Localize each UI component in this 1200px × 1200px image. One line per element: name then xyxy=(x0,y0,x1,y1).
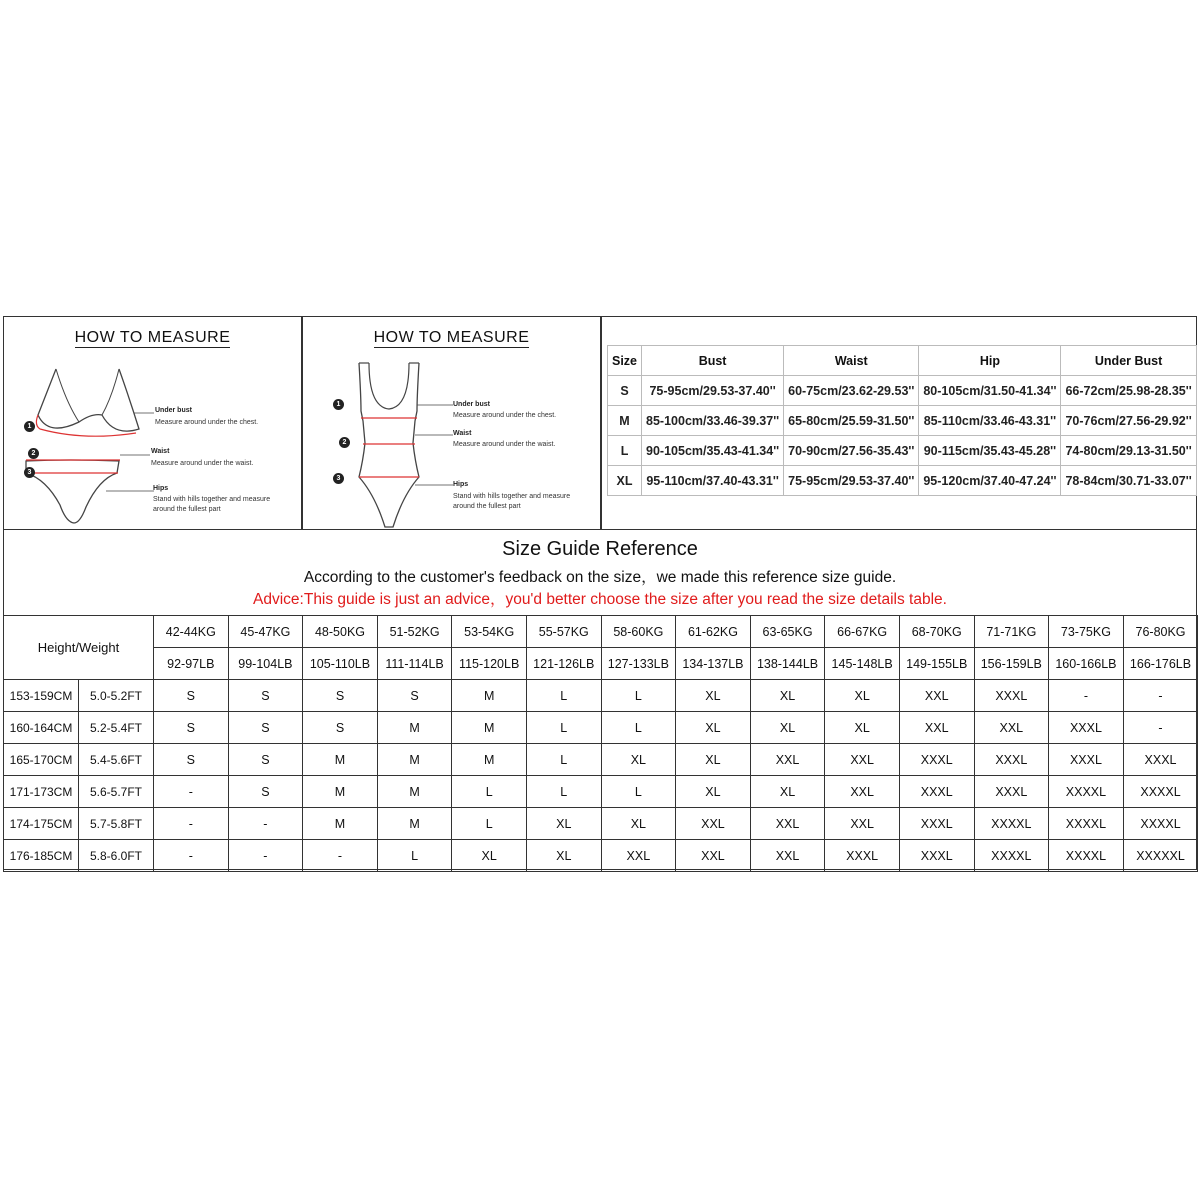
size-cell: XXXXL xyxy=(974,808,1049,840)
size-cell: S xyxy=(154,744,229,776)
size-cell: - xyxy=(154,840,229,872)
weight-kg-header: 42-44KG xyxy=(154,616,229,648)
weight-kg-header: 45-47KG xyxy=(228,616,303,648)
height-ft-cell: 5.8-6.0FT xyxy=(79,840,154,872)
weight-kg-header: 76-80KG xyxy=(1123,616,1198,648)
size-cell: XL xyxy=(526,840,601,872)
header-under-bust: Under Bust xyxy=(1061,346,1196,376)
size-cell: - xyxy=(303,840,378,872)
weight-kg-header: 58-60KG xyxy=(601,616,676,648)
size-cell: XXXXXL xyxy=(1123,840,1198,872)
height-ft-cell: 5.4-5.6FT xyxy=(79,744,154,776)
height-row xyxy=(4,808,1198,840)
size-cell: XXXL xyxy=(899,776,974,808)
size-cell: XL xyxy=(452,840,527,872)
note-title-waist: Waist xyxy=(151,448,170,455)
step-badge-3: 3 xyxy=(24,467,35,478)
size-cell: XXXXL xyxy=(974,840,1049,872)
size-cell: - xyxy=(228,808,303,840)
measurement-row xyxy=(608,436,1197,466)
size-cell: M xyxy=(377,808,452,840)
size-cell: S xyxy=(154,712,229,744)
size-cell: - xyxy=(1123,680,1198,712)
under-bust-cell: 70-76cm/27.56-29.92'' xyxy=(1061,406,1196,436)
weight-kg-header: 51-52KG xyxy=(377,616,452,648)
height-row xyxy=(4,776,1198,808)
size-cell: M xyxy=(303,808,378,840)
header-size: Size xyxy=(608,346,642,376)
note-title-under-bust: Under bust xyxy=(155,407,192,414)
waist-cell: 60-75cm/23.62-29.53'' xyxy=(784,376,919,406)
size-cell: XL xyxy=(608,466,642,496)
weight-kg-header: 66-67KG xyxy=(825,616,900,648)
weight-lb-header: 92-97LB xyxy=(154,648,229,680)
step-badge-1: 1 xyxy=(24,421,35,432)
size-cell: XL xyxy=(526,808,601,840)
height-ft-cell: 5.6-5.7FT xyxy=(79,776,154,808)
size-cell: M xyxy=(452,744,527,776)
size-cell: - xyxy=(228,840,303,872)
weight-lb-header: 160-166LB xyxy=(1049,648,1124,680)
height-weight-corner: Height/Weight xyxy=(4,616,154,680)
weight-lb-header: 138-144LB xyxy=(750,648,825,680)
size-cell: XXL xyxy=(750,840,825,872)
size-cell: XXXXL xyxy=(1049,808,1124,840)
bust-cell: 75-95cm/29.53-37.40'' xyxy=(642,376,784,406)
weight-kg-header: 48-50KG xyxy=(303,616,378,648)
header-waist: Waist xyxy=(784,346,919,376)
bust-cell: 90-105cm/35.43-41.34'' xyxy=(642,436,784,466)
size-cell: XXL xyxy=(676,840,751,872)
weight-kg-header: 73-75KG xyxy=(1049,616,1124,648)
size-cell: XXXL xyxy=(974,680,1049,712)
size-cell: S xyxy=(228,680,303,712)
bust-cell: 85-100cm/33.46-39.37'' xyxy=(642,406,784,436)
size-cell: XL xyxy=(825,712,900,744)
bust-cell: 95-110cm/37.40-43.31'' xyxy=(642,466,784,496)
height-row xyxy=(4,840,1198,872)
size-cell: S xyxy=(608,376,642,406)
size-cell: XL xyxy=(825,680,900,712)
size-cell: L xyxy=(601,680,676,712)
note-desc-hips-2: around the fullest part xyxy=(153,506,221,513)
size-cell: S xyxy=(228,776,303,808)
note-desc-hips-1: Stand with hills together and measure xyxy=(153,496,271,503)
size-cell: XL xyxy=(750,680,825,712)
weight-lb-header: 134-137LB xyxy=(676,648,751,680)
height-ft-cell: 5.0-5.2FT xyxy=(79,680,154,712)
size-cell: XL xyxy=(601,808,676,840)
note-title-hips: Hips xyxy=(153,485,169,492)
size-cell: XL xyxy=(601,744,676,776)
panel-title: HOW TO MEASURE xyxy=(373,329,530,346)
weight-kg-header: 71-71KG xyxy=(974,616,1049,648)
height-cm-cell: 160-164CM xyxy=(4,712,79,744)
note-desc-under-bust: Measure around under the chest. xyxy=(155,419,259,426)
size-cell: - xyxy=(1049,680,1124,712)
size-cell: L xyxy=(526,680,601,712)
weight-kg-header: 63-65KG xyxy=(750,616,825,648)
size-cell: S xyxy=(303,680,378,712)
size-cell: XXXXL xyxy=(1123,776,1198,808)
size-cell: XXXL xyxy=(825,840,900,872)
size-cell: M xyxy=(377,776,452,808)
size-cell: XXL xyxy=(825,744,900,776)
size-cell: M xyxy=(377,712,452,744)
under-bust-cell: 74-80cm/29.13-31.50'' xyxy=(1061,436,1196,466)
hip-cell: 85-110cm/33.46-43.31'' xyxy=(919,406,1061,436)
size-cell: M xyxy=(608,406,642,436)
size-cell: S xyxy=(154,680,229,712)
size-cell: L xyxy=(601,776,676,808)
size-cell: XXXL xyxy=(1049,712,1124,744)
size-cell: XXL xyxy=(899,680,974,712)
size-cell: XXL xyxy=(899,712,974,744)
measurement-header-row xyxy=(608,346,1197,376)
hip-cell: 95-120cm/37.40-47.24'' xyxy=(919,466,1061,496)
how-to-measure-bikini-panel xyxy=(3,316,302,530)
size-cell: XXL xyxy=(974,712,1049,744)
weight-kg-header: 68-70KG xyxy=(899,616,974,648)
weight-lb-header: 105-110LB xyxy=(303,648,378,680)
note-title-hips: Hips xyxy=(453,481,469,488)
height-row xyxy=(4,744,1198,776)
reference-advice: Advice:This guide is just an advice，you'd better choose the size after you read the size details table. xyxy=(253,591,947,608)
size-cell: XXXL xyxy=(974,776,1049,808)
height-row xyxy=(4,680,1198,712)
size-cell: XL xyxy=(750,712,825,744)
height-cm-cell: 171-173CM xyxy=(4,776,79,808)
size-cell: L xyxy=(601,712,676,744)
height-cm-cell: 176-185CM xyxy=(4,840,79,872)
note-desc-waist: Measure around under the waist. xyxy=(151,460,254,467)
size-cell: XL xyxy=(676,712,751,744)
weight-lb-header: 127-133LB xyxy=(601,648,676,680)
weight-lb-row xyxy=(4,648,1198,680)
weight-kg-row xyxy=(4,616,1198,648)
size-cell: XL xyxy=(676,776,751,808)
size-cell: XXXL xyxy=(899,840,974,872)
measurement-table xyxy=(607,345,1197,496)
weight-lb-header: 99-104LB xyxy=(228,648,303,680)
size-cell: XXXXL xyxy=(1049,840,1124,872)
height-cm-cell: 153-159CM xyxy=(4,680,79,712)
size-cell: S xyxy=(228,744,303,776)
size-cell: XXXL xyxy=(899,808,974,840)
size-cell: M xyxy=(377,744,452,776)
size-cell: XXXL xyxy=(1049,744,1124,776)
size-cell: XXL xyxy=(825,776,900,808)
size-cell: L xyxy=(526,744,601,776)
size-cell: XL xyxy=(676,744,751,776)
hip-cell: 80-105cm/31.50-41.34'' xyxy=(919,376,1061,406)
reference-title: Size Guide Reference xyxy=(502,538,698,560)
height-cm-cell: 165-170CM xyxy=(4,744,79,776)
size-cell: L xyxy=(377,840,452,872)
size-cell: XXXL xyxy=(1123,744,1198,776)
measurement-row xyxy=(608,406,1197,436)
size-cell: XXL xyxy=(601,840,676,872)
waist-cell: 70-90cm/27.56-35.43'' xyxy=(784,436,919,466)
measurement-row xyxy=(608,376,1197,406)
weight-lb-header: 111-114LB xyxy=(377,648,452,680)
size-cell: XXL xyxy=(750,808,825,840)
panel-title: HOW TO MEASURE xyxy=(74,329,231,346)
weight-lb-header: 145-148LB xyxy=(825,648,900,680)
size-cell: XXL xyxy=(676,808,751,840)
weight-lb-header: 149-155LB xyxy=(899,648,974,680)
weight-lb-header: 115-120LB xyxy=(452,648,527,680)
how-to-measure-onepiece-panel xyxy=(302,316,601,530)
step-badge-1: 1 xyxy=(333,399,344,410)
size-cell: L xyxy=(608,436,642,466)
size-cell: M xyxy=(452,680,527,712)
reference-subtitle: According to the customer's feedback on the size，we made this reference size guide. xyxy=(303,569,897,586)
height-ft-cell: 5.7-5.8FT xyxy=(79,808,154,840)
size-cell: XXL xyxy=(750,744,825,776)
weight-lb-header: 121-126LB xyxy=(526,648,601,680)
size-cell: XL xyxy=(676,680,751,712)
weight-lb-header: 156-159LB xyxy=(974,648,1049,680)
size-cell: - xyxy=(154,776,229,808)
size-cell: S xyxy=(303,712,378,744)
size-cell: M xyxy=(303,776,378,808)
note-desc-hips-1: Stand with hills together and measure xyxy=(453,493,571,500)
under-bust-cell: 78-84cm/30.71-33.07'' xyxy=(1061,466,1196,496)
note-title-waist: Waist xyxy=(453,430,472,437)
weight-lb-header: 166-176LB xyxy=(1123,648,1198,680)
waist-cell: 65-80cm/25.59-31.50'' xyxy=(784,406,919,436)
hip-cell: 90-115cm/35.43-45.28'' xyxy=(919,436,1061,466)
size-cell: M xyxy=(452,712,527,744)
step-badge-2: 2 xyxy=(28,448,39,459)
size-cell: S xyxy=(228,712,303,744)
size-cell: XXXXL xyxy=(1049,776,1124,808)
step-badge-2: 2 xyxy=(339,437,350,448)
size-cell: - xyxy=(154,808,229,840)
size-cell: XL xyxy=(750,776,825,808)
size-cell: L xyxy=(526,776,601,808)
height-ft-cell: 5.2-5.4FT xyxy=(79,712,154,744)
height-row xyxy=(4,712,1198,744)
size-cell: M xyxy=(303,744,378,776)
note-desc-hips-2: around the fullest part xyxy=(453,503,521,510)
weight-kg-header: 55-57KG xyxy=(526,616,601,648)
size-cell: XXXL xyxy=(899,744,974,776)
note-desc-under-bust: Measure around under the chest. xyxy=(453,412,557,419)
weight-kg-header: 53-54KG xyxy=(452,616,527,648)
header-hip: Hip xyxy=(919,346,1061,376)
height-cm-cell: 174-175CM xyxy=(4,808,79,840)
size-cell: S xyxy=(377,680,452,712)
header-bust: Bust xyxy=(642,346,784,376)
waist-cell: 75-95cm/29.53-37.40'' xyxy=(784,466,919,496)
note-title-under-bust: Under bust xyxy=(453,401,490,408)
size-cell: L xyxy=(452,776,527,808)
size-cell: XXXL xyxy=(974,744,1049,776)
size-cell: XXXXL xyxy=(1123,808,1198,840)
measurement-row xyxy=(608,466,1197,496)
size-cell: XXL xyxy=(825,808,900,840)
under-bust-cell: 66-72cm/25.98-28.35'' xyxy=(1061,376,1196,406)
weight-kg-header: 61-62KG xyxy=(676,616,751,648)
step-badge-3: 3 xyxy=(333,473,344,484)
size-cell: - xyxy=(1123,712,1198,744)
size-cell: L xyxy=(452,808,527,840)
size-reference-table xyxy=(3,615,1198,872)
size-cell: L xyxy=(526,712,601,744)
note-desc-waist: Measure around under the waist. xyxy=(453,441,556,448)
